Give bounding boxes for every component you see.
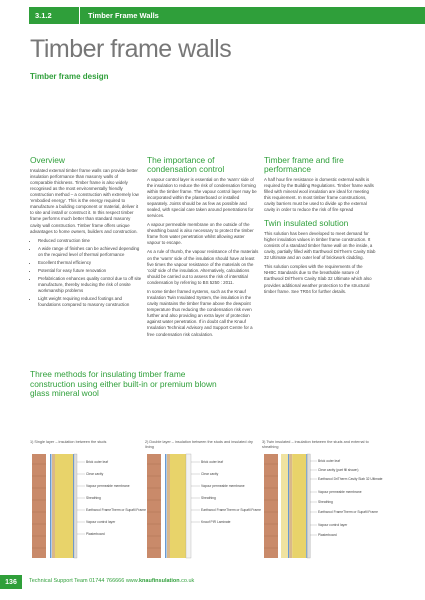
section-header-bar [29,7,425,24]
layer-label: Brick outer leaf [86,460,108,464]
overview-column [30,156,142,311]
diagram-caption: 2) Double layer – insulation between the studs and insulated dry lining [145,440,253,449]
overview-heading: Overview [30,155,65,165]
layer-label: Vapour permeable membrane [201,484,245,488]
layer-label: Sheathing [201,496,216,500]
layer-label: Earthwool FrameTherm or Supafil Frame [86,508,146,512]
layer-label: Clear cavity [201,472,219,476]
page-number: 136 [0,575,22,589]
diagram-single-layer [30,440,146,562]
diagram-twin-insulated [262,440,383,562]
condensation-paragraph-1: A vapour control layer is essential on the ‘warm’ side of the insulation to reduce the risk of condensation forming within the timber frame. The vapour control layer may be incorporated within the plasterboard or installed separately. Joints should be as few as possible and sealed, with special care taken around penetrations for services. [147,176,257,219]
layer-label: Brick outer leaf [318,459,340,463]
layer-label: Plasterboard [318,533,337,537]
page-subtitle: Timber frame design [30,72,109,81]
page-title: Timber frame walls [30,35,232,63]
footer-brand[interactable]: knaufinsulation [138,578,180,584]
section-title: Timber Frame Walls [88,11,159,20]
diagram-double-layer [145,440,261,562]
condensation-heading: The importance of condensation control [147,155,225,174]
list-item: • Prefabrication enhances quality control due to off site manufacture, thereby reducing the risk of onsite workmanship problems [38,276,142,294]
footer-tld: .co.uk [179,578,195,584]
methods-heading: Three methods for insulating timber frame construction using either built-in or premium blown glass mineral wool [30,369,217,399]
wall-section-illustration [145,452,261,562]
layer-label: Clear cavity [86,472,104,476]
fire-paragraph: A half hour fire resistance in domestic external walls is required by the Building Regulations. Timber frame walls filled with mineral wool insulation are ideal for meeting this requirement. In most timber frame constructions, cavity barriers must be used to divide up the external cavity in order to reduce the risk of fire spread [264,176,374,213]
layer-label: Sheathing [318,500,333,504]
twin-insulated-heading: Twin insulated solution [264,218,349,229]
list-item: • Light weight requiring reduced footings and foundations compared to masonry construction [38,296,142,308]
layer-label: Earthwool FrameTherm or Supafil Frame [201,508,261,512]
wall-section-illustration [30,452,146,562]
list-item: • Excellent thermal efficiency [38,260,142,266]
layer-label: Vapour permeable membrane [318,490,362,494]
layer-label: Knauf PIR Laminate [201,520,231,524]
condensation-paragraph-2: A vapour permeable membrane on the outside of the sheathing board is also necessary to protect the timber frame from water penetration whilst allowing water vapour to escape. [147,222,254,246]
footer-contact [29,578,194,584]
layer-label: Earthwool FrameTherm or Supafil Frame [318,510,378,514]
condensation-paragraph-4: In some timber framed systems, such as the Knauf Insulation Twin Insulated System, the insulation in the cavity maintains the timber frame above the dewpoint temperature thus reducing the condensation risk even further and also providing an extra layer of protection against water penetration. If in doubt call the Knauf Insulation Technical Advisory and Support Centre for a free condensation risk calculation. [147,288,253,337]
condensation-column [147,156,259,341]
layer-label: Earthwool DriTherm Cavity Slab 32 Ultimate [318,477,383,481]
layer-label: Sheathing [86,496,101,500]
page-footer [0,575,425,595]
fire-column [264,156,376,298]
twin-paragraph-2: This solution complies with the requirements of the NHBC Standards due to the breathable nature of Earthwool DriTherm Cavity Slab 32 Ultimate which also provides additional weather protection to the structural timber frame. See TR04 for further details. [264,264,372,294]
footer-text: Technical Support Team 01744 766666 www. [29,578,139,584]
layer-label: Plasterboard [86,532,105,536]
diagram-caption: 3) Twin insulated – insulation between the studs and external to sheathing [262,440,369,449]
list-item: • A wide range of finishes can be achieved depending on the required level of thermal performance [38,246,142,258]
layer-label: Vapour control layer [318,523,348,527]
diagram-caption: 1) Single layer – insulation between the studs [30,440,107,444]
layer-label: Vapour permeable membrane [86,484,130,488]
wall-section-illustration [262,452,383,562]
advantages-list [30,238,142,309]
twin-paragraph-1: This solution has been developed to meet demand for higher insulation values in timber frame construction. It consists of a standard timber frame wall on the inside, a cavity, partially filled with Earthwool DriTherm Cavity Slab 32 Ultimate and an outer leaf of brickwork cladding. [264,230,376,261]
layer-label: Vapour control layer [86,520,116,524]
layer-label: Clear cavity (part fill shown) [318,468,359,472]
layer-label: Brick outer leaf [201,460,223,464]
list-item: • Reduced construction time [38,238,142,244]
condensation-paragraph-3: As a rule of thumb, the vapour resistance of the materials on the ‘warm’ side of the insulation should have at least five times the vapour resistance of the materials on the ‘cold’ side of the insulation. Alternatively, calculations should be carried out to assess the risk of interstitial condensation by referring to BS 5250 : 2011. [147,249,259,285]
fire-heading: Timber frame and fire performance [264,155,344,174]
list-item: • Potential for easy future renovation [38,268,142,274]
section-number: 3.1.2 [35,11,52,20]
overview-paragraph: Insulated external timber frame walls can provide better insulation performance than masonry walls of comparable thickness. Timber frame is also widely recognised as the most environmentally friendly construction method – a construction with extremely low ‘embodied energy’. This is the energy required to manufacture a building component or material, deliver it to site and install or construct it. In this respect timber frame performs much better than standard masonry cavity wall construction. Timber frame offers unique advantages to home owners, builders and construction. [30,167,139,234]
